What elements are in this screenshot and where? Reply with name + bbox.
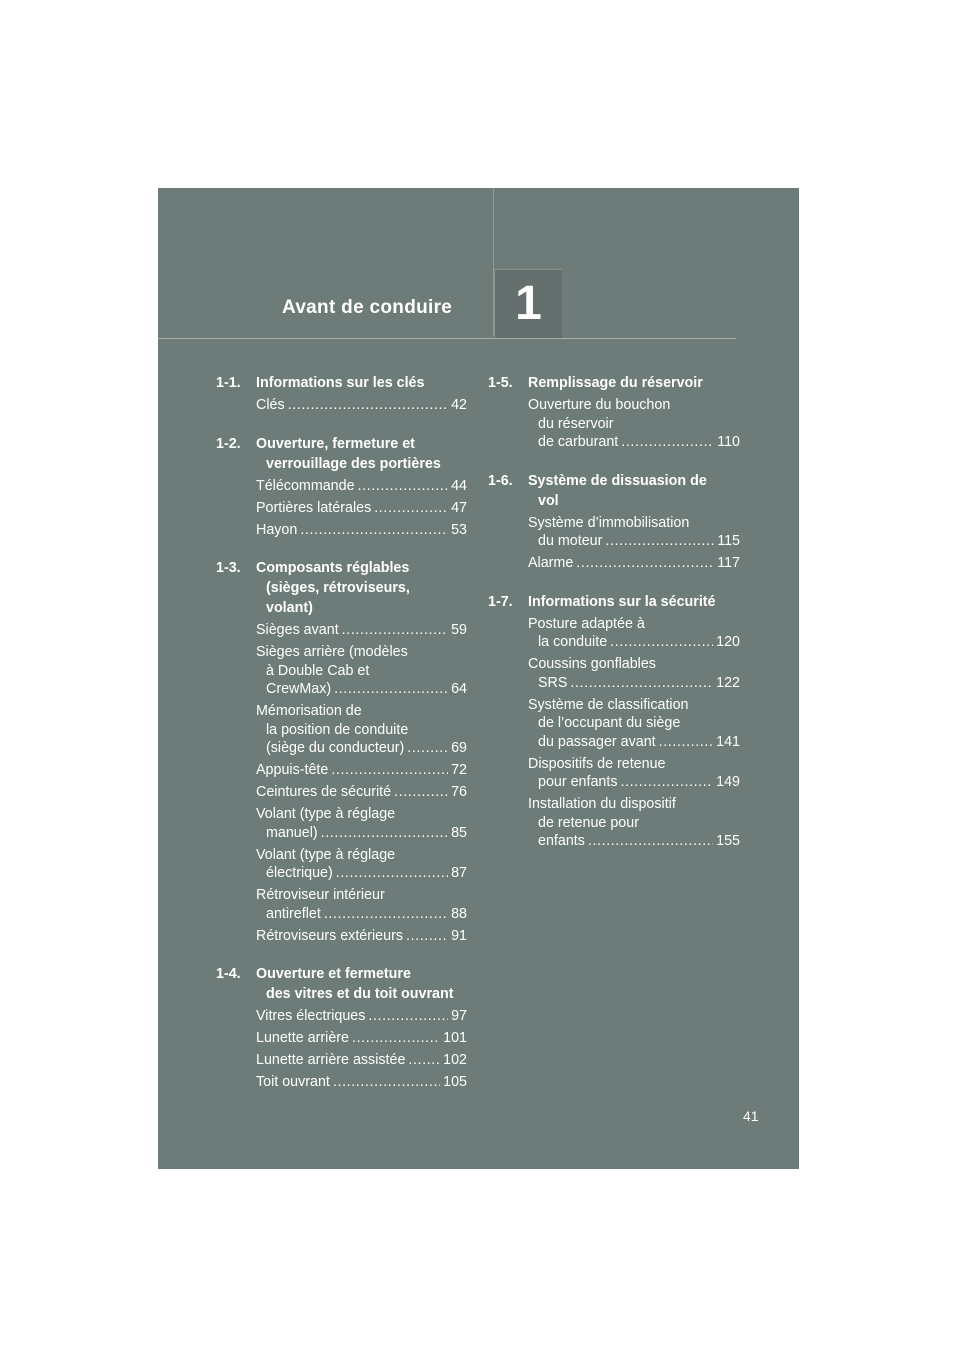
entry-last-line [528, 633, 740, 652]
entry-text: pour enfants [538, 774, 618, 790]
entry-text: enfants [538, 833, 585, 849]
toc-section [216, 964, 467, 1092]
entry-text: Appuis-tête [256, 762, 329, 778]
toc-entry[interactable] [256, 643, 467, 699]
dot-leader [570, 674, 713, 693]
toc-section [488, 592, 740, 851]
entry-text-line: la position de conduite [266, 721, 409, 738]
entry-last-line [256, 927, 467, 946]
entry-text-line: Coussins gonflables [528, 656, 656, 672]
dot-leader [288, 396, 448, 415]
entry-text: Alarme [528, 555, 574, 571]
entry-page-number: 102 [443, 1052, 467, 1068]
toc-entry[interactable] [256, 521, 467, 540]
chapter-number-tab: 1 [494, 269, 562, 338]
entry-text-line: Système d’immobilisation [528, 514, 690, 531]
entry-last-line [256, 396, 467, 415]
entry-last-line [528, 733, 740, 752]
dot-leader [300, 521, 448, 540]
section-number: 1-4. [216, 966, 241, 982]
entry-text-line: de l’occupant du siège [538, 715, 681, 731]
entry-text: CrewMax) [266, 681, 332, 697]
entry-last-line [256, 499, 467, 518]
toc-entry[interactable] [256, 846, 467, 883]
divider-horizontal [158, 338, 736, 339]
entry-page-number: 44 [451, 477, 467, 494]
entry-text: électrique) [266, 865, 333, 881]
entry-text: de carburant [538, 434, 619, 450]
entry-text: antireflet [266, 905, 321, 922]
entry-list [488, 615, 740, 851]
section-heading[interactable] [216, 964, 467, 1004]
toc-entry[interactable] [256, 1051, 467, 1070]
toc-entry[interactable] [528, 514, 740, 551]
section-title-line: Composants réglables [256, 560, 410, 576]
toc-section [488, 471, 740, 573]
section-title [528, 471, 740, 511]
chapter-panel [158, 188, 799, 1169]
entry-page-number: 64 [451, 681, 467, 697]
entry-last-line [256, 521, 467, 540]
toc-column-right [488, 373, 740, 870]
entry-text: du moteur [538, 533, 603, 549]
entry-last-line [256, 680, 467, 699]
section-title [256, 558, 467, 618]
dot-leader [610, 633, 713, 652]
toc-entry[interactable] [256, 1073, 467, 1092]
entry-page-number: 117 [717, 555, 740, 571]
dot-leader [358, 477, 449, 496]
toc-entry[interactable] [256, 396, 467, 415]
section-title-line: Système de dissuasion de [528, 472, 707, 489]
dot-leader [659, 733, 714, 752]
entry-text-line: Volant (type à réglage [256, 846, 396, 863]
entry-last-line [256, 739, 467, 758]
entry-list [488, 396, 740, 452]
entry-last-line [528, 433, 740, 452]
entry-list [216, 621, 467, 945]
toc-entry[interactable] [528, 795, 740, 851]
dot-leader [621, 773, 714, 792]
toc-entry[interactable] [528, 396, 740, 452]
dot-leader [352, 1029, 440, 1048]
section-heading[interactable] [216, 373, 467, 393]
toc-entry[interactable] [256, 805, 467, 842]
toc-entry[interactable] [256, 1007, 467, 1026]
section-title [256, 434, 467, 474]
dot-leader [621, 433, 714, 452]
toc-section [216, 558, 467, 945]
section-title-line: Remplissage du réservoir [528, 375, 703, 391]
toc-entry[interactable] [256, 499, 467, 518]
dot-leader [331, 761, 448, 780]
section-title-line: Ouverture et fermeture [256, 966, 411, 982]
entry-text: Portières latérales [256, 499, 372, 516]
chapter-title: Avant de conduire [282, 297, 453, 318]
toc-entry[interactable] [256, 761, 467, 780]
entry-text: Lunette arrière [256, 1030, 349, 1046]
toc-section [488, 373, 740, 452]
entry-page-number: 149 [716, 774, 740, 790]
entry-last-line [256, 905, 467, 924]
entry-page-number: 59 [451, 622, 467, 638]
entry-page-number: 105 [443, 1074, 467, 1090]
toc-entry[interactable] [256, 783, 467, 802]
entry-list [216, 1007, 467, 1092]
entry-text-line: Mémorisation de [256, 703, 362, 719]
section-title [528, 373, 740, 393]
dot-leader [406, 927, 448, 946]
toc-entry[interactable] [528, 696, 740, 752]
entry-text-line: Installation du dispositif [528, 796, 676, 812]
section-heading[interactable] [216, 434, 467, 474]
dot-leader [588, 832, 713, 851]
toc-entry[interactable] [528, 554, 740, 573]
dot-leader [342, 621, 448, 640]
toc-section [216, 373, 467, 415]
toc-entry[interactable] [256, 621, 467, 640]
entry-text-line: Volant (type à réglage [256, 806, 396, 822]
entry-text-line: Posture adaptée à [528, 615, 645, 632]
entry-last-line [256, 1051, 467, 1070]
section-number: 1-6. [488, 472, 513, 489]
entry-last-line [256, 477, 467, 496]
entry-text: Ceintures de sécurité [256, 784, 392, 800]
entry-text: du passager avant [538, 733, 656, 750]
entry-text-line: à Double Cab et [266, 662, 370, 679]
section-heading[interactable] [216, 558, 467, 618]
dot-leader [394, 783, 448, 802]
entry-last-line [528, 554, 740, 573]
entry-page-number: 97 [451, 1008, 467, 1024]
toc-entry[interactable] [528, 755, 740, 792]
entry-text: Hayon [256, 521, 298, 538]
entry-last-line [528, 773, 740, 792]
entry-page-number: 88 [451, 905, 467, 922]
entry-last-line [256, 1073, 467, 1092]
dot-leader [324, 905, 448, 924]
entry-page-number: 91 [451, 927, 467, 944]
entry-text: Vitres électriques [256, 1008, 366, 1024]
entry-text: Télécommande [256, 477, 355, 494]
entry-text-line: de retenue pour [538, 814, 639, 831]
dot-leader [368, 1007, 448, 1026]
section-title-line: vol [538, 492, 559, 509]
toc-entry[interactable] [256, 702, 467, 758]
entry-last-line [528, 832, 740, 851]
toc-entry[interactable] [528, 615, 740, 652]
section-heading[interactable] [488, 592, 740, 612]
dot-leader [374, 499, 448, 518]
section-number: 1-3. [216, 560, 241, 576]
section-title [256, 964, 467, 1004]
toc-entry[interactable] [256, 886, 467, 923]
section-title-line: Informations sur les clés [256, 375, 425, 391]
entry-list [216, 477, 467, 540]
entry-last-line [256, 864, 467, 883]
entry-text: (siège du conducteur) [266, 740, 405, 756]
entry-text-line: Dispositifs de retenue [528, 755, 666, 772]
dot-leader [576, 554, 714, 573]
entry-page-number: 141 [716, 733, 740, 750]
entry-page-number: 110 [717, 434, 740, 450]
section-title-line: Informations sur la sécurité [528, 593, 716, 610]
entry-text: manuel) [266, 824, 318, 841]
section-number: 1-5. [488, 375, 513, 391]
entry-page-number: 155 [716, 833, 740, 849]
entry-last-line [256, 621, 467, 640]
section-heading[interactable] [488, 373, 740, 393]
entry-page-number: 122 [716, 674, 740, 691]
entry-last-line [256, 1007, 467, 1026]
entry-list [488, 514, 740, 573]
toc-entry[interactable] [256, 1029, 467, 1048]
dot-leader [333, 1073, 440, 1092]
entry-page-number: 120 [716, 634, 740, 650]
entry-list [216, 396, 467, 415]
entry-text: Rétroviseurs extérieurs [256, 927, 403, 944]
toc-entry[interactable] [256, 927, 467, 946]
entry-text: Lunette arrière assistée [256, 1052, 406, 1068]
dot-leader [605, 532, 714, 551]
section-number: 1-1. [216, 375, 241, 391]
dot-leader [408, 1051, 440, 1070]
entry-text: Toit ouvrant [256, 1074, 330, 1090]
entry-page-number: 72 [451, 762, 467, 778]
entry-text: Clés [256, 397, 285, 413]
section-title-line: verrouillage des portières [266, 455, 441, 472]
entry-text: Sièges avant [256, 622, 339, 638]
entry-page-number: 69 [451, 740, 467, 756]
section-title [528, 592, 740, 612]
entry-page-number: 85 [451, 824, 467, 841]
entry-page-number: 87 [451, 865, 467, 881]
entry-page-number: 76 [451, 784, 467, 800]
entry-page-number: 42 [451, 397, 467, 413]
entry-last-line [256, 783, 467, 802]
entry-page-number: 47 [451, 499, 467, 516]
entry-page-number: 53 [451, 521, 467, 538]
section-number: 1-2. [216, 435, 241, 452]
entry-last-line [528, 674, 740, 693]
toc-section [216, 434, 467, 540]
dot-leader [334, 680, 448, 699]
section-title-line: Ouverture, fermeture et [256, 435, 415, 452]
entry-page-number: 115 [717, 533, 740, 549]
toc-entry[interactable] [256, 477, 467, 496]
entry-last-line [256, 1029, 467, 1048]
entry-last-line [528, 532, 740, 551]
entry-text-line: Ouverture du bouchon [528, 397, 671, 413]
toc-entry[interactable] [528, 655, 740, 692]
dot-leader [321, 824, 448, 843]
entry-text-line: du réservoir [538, 415, 614, 432]
entry-page-number: 101 [443, 1030, 467, 1046]
section-title-line: des vitres et du toit ouvrant [266, 986, 454, 1002]
section-title [256, 373, 467, 393]
entry-text-line: Rétroviseur intérieur [256, 887, 385, 903]
dot-leader [336, 864, 448, 883]
page-number: 41 [743, 1108, 759, 1124]
section-heading[interactable] [488, 471, 740, 511]
entry-text: la conduite [538, 634, 608, 650]
entry-text-line: Sièges arrière (modèles [256, 644, 408, 660]
toc-column-left [216, 373, 467, 1111]
entry-last-line [256, 824, 467, 843]
section-title-line: volant) [266, 600, 313, 616]
entry-last-line [256, 761, 467, 780]
dot-leader [407, 739, 448, 758]
section-title-line: (sièges, rétroviseurs, [266, 580, 410, 596]
section-number: 1-7. [488, 593, 513, 610]
entry-text: SRS [538, 674, 568, 691]
entry-text-line: Système de classification [528, 696, 689, 713]
